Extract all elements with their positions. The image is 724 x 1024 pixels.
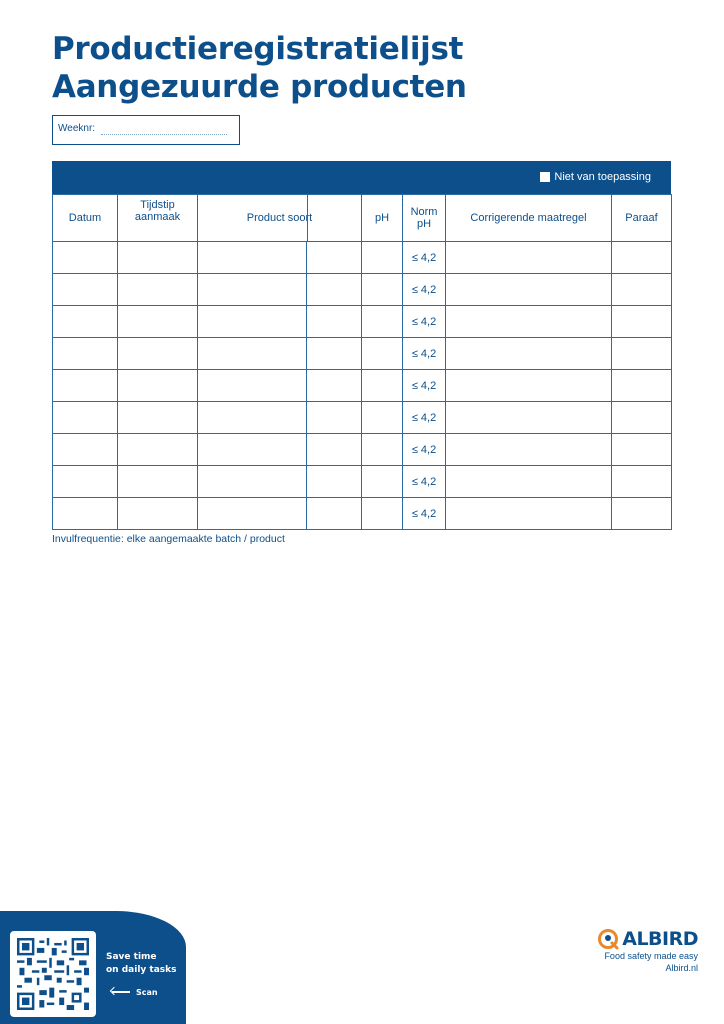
col-header-datum: Datum [53,195,118,242]
datum-cell[interactable] [53,242,118,274]
norm-ph-cell: ≤ 4,2 [403,306,446,338]
table-header-band [52,161,671,194]
product-soort-cell[interactable] [198,466,307,498]
scan-prompt [110,987,158,997]
corrigerende-maatregel-cell[interactable] [446,242,612,274]
table-header-row [53,195,672,242]
arrow-left-icon [110,987,130,997]
product-soort-extra-cell[interactable] [307,434,362,466]
norm-ph-cell: ≤ 4,2 [403,466,446,498]
table-row [53,274,672,306]
qr-code[interactable] [10,931,96,1017]
qr-promo-panel [0,911,186,1024]
paraaf-cell[interactable] [612,498,672,530]
norm-ph-cell: ≤ 4,2 [403,338,446,370]
product-soort-extra-cell[interactable] [307,370,362,402]
ph-cell[interactable] [362,306,403,338]
col-header-ph: pH [362,195,403,242]
weeknr-field[interactable] [52,115,240,145]
table-row [53,370,672,402]
corrigerende-maatregel-cell[interactable] [446,466,612,498]
col-header-paraaf: Paraaf [612,195,672,242]
tijdstip-cell[interactable] [118,338,198,370]
col-header-norm-ph: Norm pH [403,195,446,242]
product-soort-cell[interactable] [198,434,307,466]
col-header-corrigerende-maatregel: Corrigerende maatregel [446,195,612,242]
corrigerende-maatregel-cell[interactable] [446,338,612,370]
ph-cell[interactable] [362,370,403,402]
datum-cell[interactable] [53,402,118,434]
ph-cell[interactable] [362,498,403,530]
tijdstip-cell[interactable] [118,242,198,274]
product-soort-cell[interactable] [198,498,307,530]
datum-cell[interactable] [53,434,118,466]
ph-cell[interactable] [362,434,403,466]
title-line-1: Productieregistratielijst [52,31,464,67]
norm-ph-cell: ≤ 4,2 [403,498,446,530]
qr-code-icon [17,938,89,1010]
page-title [52,30,467,106]
datum-cell[interactable] [53,306,118,338]
paraaf-cell[interactable] [612,434,672,466]
paraaf-cell[interactable] [612,370,672,402]
table-row [53,242,672,274]
col-header-tijdstip: Tijdstip aanmaak [118,195,198,242]
norm-ph-cell: ≤ 4,2 [403,434,446,466]
bird-logo-icon [597,928,619,950]
norm-ph-cell: ≤ 4,2 [403,242,446,274]
paraaf-cell[interactable] [612,466,672,498]
fill-frequency-note: Invulfrequentie: elke aangemaakte batch / product [52,533,285,545]
table-row [53,498,672,530]
tijdstip-cell[interactable] [118,466,198,498]
ph-cell[interactable] [362,338,403,370]
ph-cell[interactable] [362,242,403,274]
table-row [53,306,672,338]
paraaf-cell[interactable] [612,306,672,338]
corrigerende-maatregel-cell[interactable] [446,402,612,434]
qr-promo-line1: Save time [106,952,157,962]
paraaf-cell[interactable] [612,274,672,306]
datum-cell[interactable] [53,498,118,530]
table-row [53,434,672,466]
brand-block [597,928,698,974]
not-applicable-checkbox[interactable] [540,172,550,182]
title-line-2: Aangezuurde producten [52,69,467,105]
tijdstip-cell[interactable] [118,402,198,434]
norm-ph-cell: ≤ 4,2 [403,402,446,434]
norm-ph-cell: ≤ 4,2 [403,274,446,306]
ph-cell[interactable] [362,402,403,434]
qr-promo-line2: on daily tasks [106,965,177,975]
product-soort-extra-cell[interactable] [307,306,362,338]
product-soort-divider [307,195,308,241]
paraaf-cell[interactable] [612,242,672,274]
tijdstip-cell[interactable] [118,306,198,338]
product-soort-extra-cell[interactable] [307,338,362,370]
corrigerende-maatregel-cell[interactable] [446,306,612,338]
scan-label: Scan [136,987,158,997]
ph-cell[interactable] [362,274,403,306]
product-soort-cell[interactable] [198,370,307,402]
table-row [53,402,672,434]
product-soort-extra-cell[interactable] [307,402,362,434]
norm-ph-cell: ≤ 4,2 [403,370,446,402]
col-header-product-soort: Product soort [198,195,362,242]
corrigerende-maatregel-cell[interactable] [446,274,612,306]
tijdstip-cell[interactable] [118,498,198,530]
datum-cell[interactable] [53,338,118,370]
weeknr-dotted-line [101,134,227,135]
product-soort-cell[interactable] [198,402,307,434]
qr-promo-text [106,951,176,977]
product-soort-cell[interactable] [198,274,307,306]
datum-cell[interactable] [53,274,118,306]
weeknr-label: Weeknr: [58,123,96,134]
registration-table [52,194,672,530]
paraaf-cell[interactable] [612,402,672,434]
corrigerende-maatregel-cell[interactable] [446,434,612,466]
tijdstip-cell[interactable] [118,370,198,402]
product-soort-extra-cell[interactable] [307,242,362,274]
tijdstip-cell[interactable] [118,434,198,466]
not-applicable-option[interactable] [540,171,651,183]
product-soort-cell[interactable] [198,306,307,338]
table-row [53,338,672,370]
table-row [53,466,672,498]
datum-cell[interactable] [53,466,118,498]
ph-cell[interactable] [362,466,403,498]
product-soort-extra-cell[interactable] [307,498,362,530]
not-applicable-label: Niet van toepassing [554,171,651,183]
product-soort-cell[interactable] [198,242,307,274]
brand-website[interactable]: Albird.nl [665,963,698,973]
corrigerende-maatregel-cell[interactable] [446,498,612,530]
tijdstip-cell[interactable] [118,274,198,306]
product-soort-extra-cell[interactable] [307,274,362,306]
product-soort-extra-cell[interactable] [307,466,362,498]
brand-tagline: Food safety made easy [604,951,698,961]
paraaf-cell[interactable] [612,338,672,370]
datum-cell[interactable] [53,370,118,402]
product-soort-cell[interactable] [198,338,307,370]
albird-logo [597,928,698,950]
corrigerende-maatregel-cell[interactable] [446,370,612,402]
brand-name: ALBIRD [622,928,698,950]
